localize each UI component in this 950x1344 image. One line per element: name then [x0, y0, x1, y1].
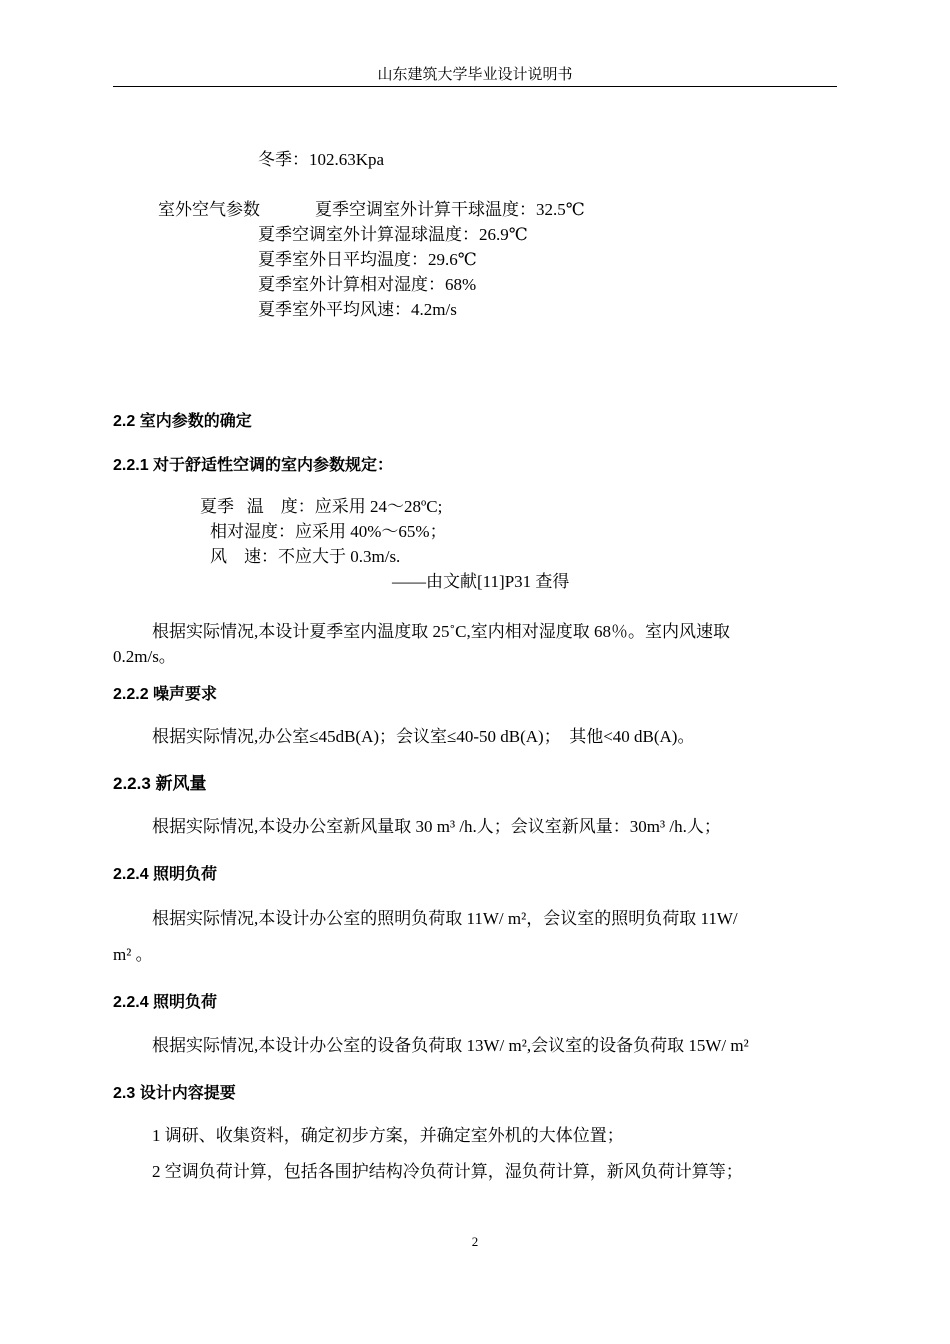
- outdoor-wet-bulb: 夏季空调室外计算湿球温度：26.9℃: [258, 225, 528, 244]
- section-heading-2-2-1: 2.2.1 对于舒适性空调的室内参数规定：: [113, 457, 394, 474]
- design-item-2: 2 空调负荷计算，包括各围护结构冷负荷计算，湿负荷计算，新风负荷计算等；: [152, 1162, 743, 1181]
- section-heading-2-2: 2.2 室内参数的确定: [113, 413, 252, 430]
- noise-paragraph: 根据实际情况,办公室≤45dB(A)；会议室≤40-50 dB(A)； 其他<40 dB(A)。: [152, 727, 695, 746]
- header-rule: [113, 86, 837, 87]
- winter-pressure: 冬季：102.63Kpa: [258, 150, 385, 169]
- outdoor-humidity: 夏季室外计算相对湿度：68%: [258, 275, 477, 294]
- section-heading-2-2-3: 2.2.3 新风量: [113, 774, 207, 793]
- indoor-rh-spec: 相对湿度：应采用 40%～65%；: [210, 522, 447, 541]
- outdoor-daily-avg: 夏季室外日平均温度：29.6℃: [258, 250, 477, 269]
- design-item-1: 1 调研、收集资料，确定初步方案，并确定室外机的大体位置；: [152, 1126, 624, 1145]
- indoor-temp-spec: 夏季 温 度：应采用 24～28ºC;: [200, 497, 443, 516]
- section-heading-2-2-2: 2.2.2 噪声要求: [113, 686, 218, 703]
- equipment-paragraph: 根据实际情况,本设计办公室的设备负荷取 13W/ m²,会议室的设备负荷取 15W/ m²: [152, 1036, 749, 1055]
- fresh-air-paragraph: 根据实际情况,本设办公室新风量取 30 m³ /h.人；会议室新风量：30m³ /h.人；: [152, 817, 721, 836]
- design-params-paragraph-line2: 0.2m/s。: [113, 647, 176, 666]
- outdoor-params-label: 室外空气参数: [158, 200, 260, 219]
- page-header-title: 山东建筑大学毕业设计说明书: [377, 66, 573, 83]
- lighting-paragraph-line2: m² 。: [113, 945, 153, 964]
- outdoor-wind: 夏季室外平均风速：4.2m/s: [258, 300, 457, 319]
- page-number: 2: [471, 1234, 479, 1249]
- citation-source: ——由文献[11]P31 查得: [392, 572, 570, 591]
- section-heading-2-3: 2.3 设计内容提要: [113, 1085, 236, 1102]
- design-params-paragraph-line1: 根据实际情况,本设计夏季室内温度取 25˚C,室内相对湿度取 68％。室内风速取: [152, 622, 730, 641]
- section-heading-2-2-4-equipment: 2.2.4 照明负荷: [113, 994, 218, 1011]
- outdoor-dry-bulb: 夏季空调室外计算干球温度：32.5℃: [315, 200, 585, 219]
- section-heading-2-2-4-lighting: 2.2.4 照明负荷: [113, 866, 218, 883]
- indoor-wind-spec: 风 速：不应大于 0.3m/s.: [210, 547, 401, 566]
- lighting-paragraph-line1: 根据实际情况,本设计办公室的照明负荷取 11W/ m²，会议室的照明负荷取 11W/: [152, 909, 738, 928]
